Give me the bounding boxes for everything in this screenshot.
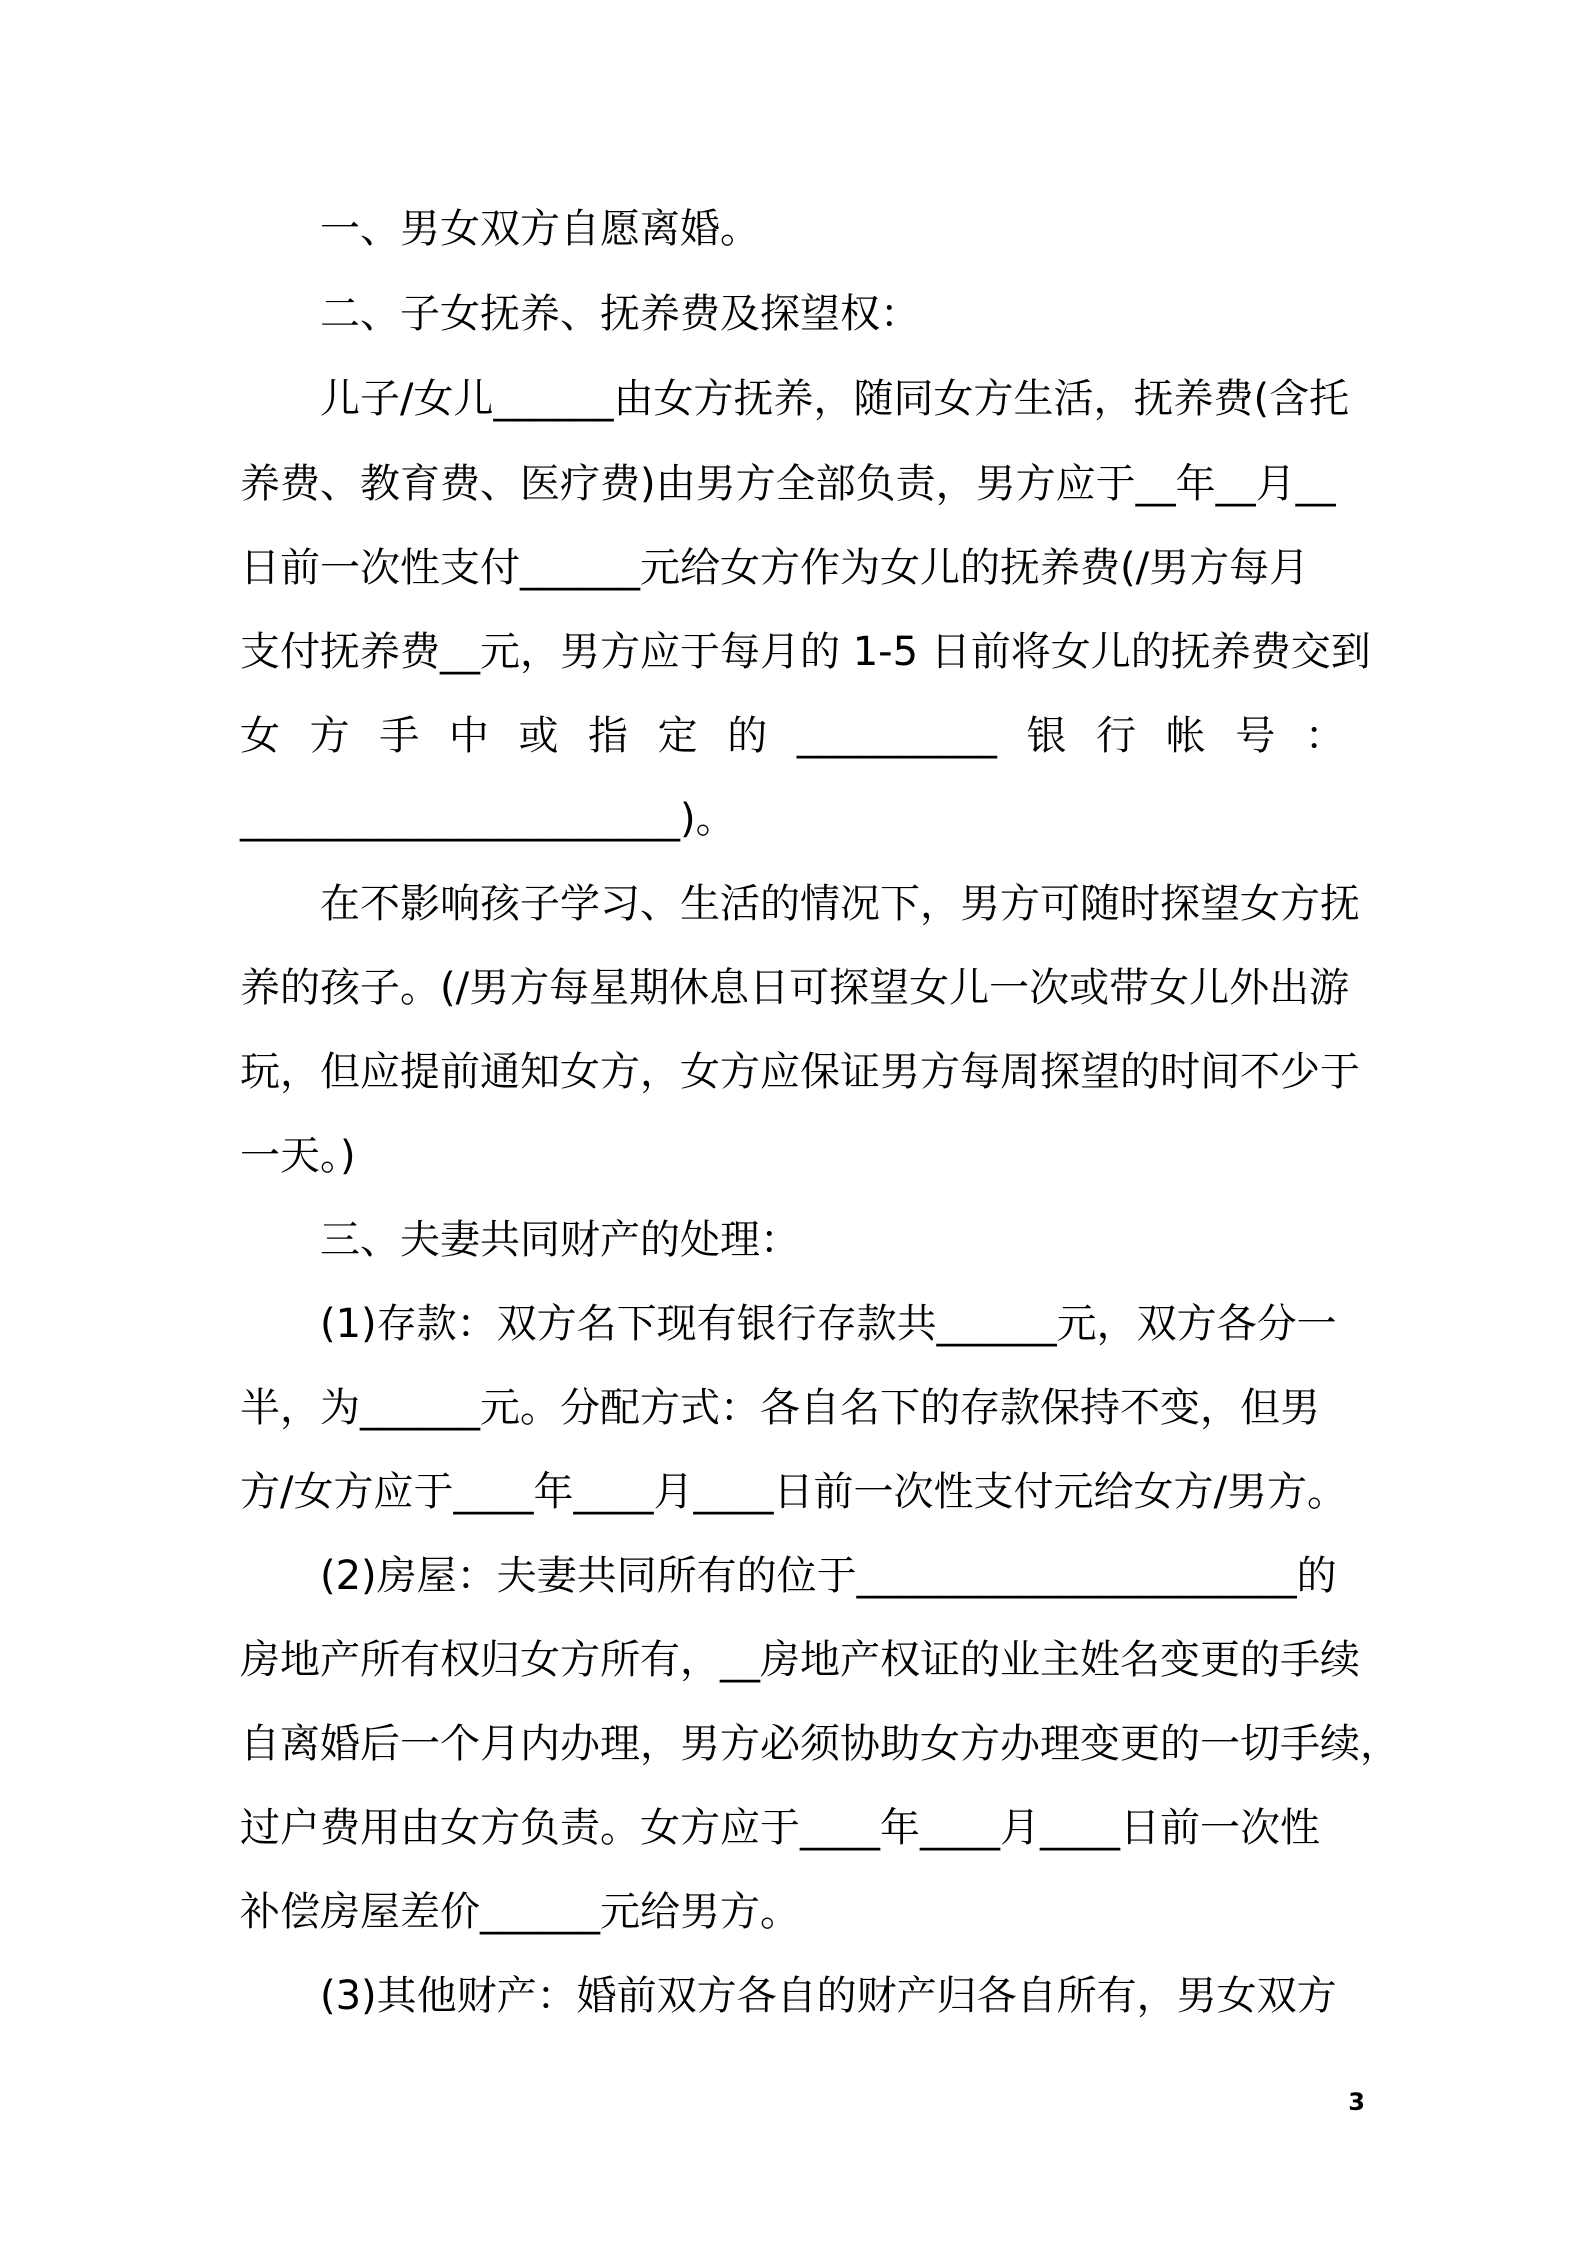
- paragraph-line: (2)房屋：夫妻共同所有的位于______________________的: [320, 1553, 1337, 1599]
- paragraph-line: 过户费用由女方负责。女方应于____年____月____日前一次性: [240, 1805, 1320, 1851]
- line-char: 银: [1026, 713, 1067, 759]
- line-char: 方: [309, 713, 350, 759]
- clause-1-heading: 一、男女双方自愿离婚。: [320, 206, 760, 252]
- paragraph-line: 半，为______元。分配方式：各自名下的存款保持不变，但男: [240, 1385, 1320, 1431]
- line-char: 定: [657, 713, 698, 759]
- paragraph-line: 养的孩子。(/男方每星期休息日可探望女儿一次或带女儿外出游: [240, 965, 1350, 1011]
- paragraph-line: 玩，但应提前通知女方，女方应保证男方每周探望的时间不少于: [240, 1049, 1360, 1095]
- paragraph-line: 养费、教育费、医疗费)由男方全部负责，男方应于__年__月__: [240, 461, 1336, 507]
- paragraph-line: (1)存款：双方名下现有银行存款共______元，双方各分一: [320, 1301, 1337, 1347]
- paragraph-line: 在不影响孩子学习、生活的情况下，男方可随时探望女方抚: [320, 881, 1360, 927]
- line-char: 号: [1235, 713, 1276, 759]
- paragraph-line: (3)其他财产：婚前双方各自的财产归各自所有，男女双方: [320, 1973, 1337, 2019]
- line-char: 行: [1096, 713, 1137, 759]
- paragraph-line: 补偿房屋差价______元给男方。: [240, 1889, 800, 1935]
- justified-paragraph-line: [240, 712, 1345, 760]
- clause-2-heading: 二、子女抚养、抚养费及探望权：: [320, 291, 920, 337]
- paragraph-line: 一天。): [240, 1133, 356, 1179]
- line-char: 或: [518, 713, 559, 759]
- line-char: 手: [379, 713, 420, 759]
- paragraph-line: 自离婚后一个月内办理，男方必须协助女方办理变更的一切手续，: [240, 1721, 1400, 1767]
- line-char: 的: [727, 713, 768, 759]
- paragraph-line: 支付抚养费__元，男方应于每月的 1-5 日前将女儿的抚养费交到: [240, 629, 1371, 675]
- blank-field: __________: [796, 713, 997, 759]
- line-char: 女: [240, 713, 280, 759]
- line-char: ：: [1304, 713, 1345, 759]
- paragraph-line: 日前一次性支付______元给女方作为女儿的抚养费(/男方每月: [240, 545, 1310, 591]
- line-char: 指: [588, 713, 629, 759]
- line-char: 中: [448, 713, 489, 759]
- clause-3-heading: 三、夫妻共同财产的处理：: [320, 1217, 800, 1263]
- paragraph-line: ______________________)。: [240, 796, 736, 842]
- paragraph-line: 儿子/女儿______由女方抚养，随同女方生活，抚养费(含托: [320, 376, 1350, 422]
- paragraph-line: 方/女方应于____年____月____日前一次性支付元给女方/男方。: [240, 1469, 1347, 1515]
- page-number: 3: [1348, 2088, 1365, 2116]
- line-char: 帐: [1165, 713, 1206, 759]
- paragraph-line: 房地产所有权归女方所有，__房地产权证的业主姓名变更的手续: [240, 1637, 1360, 1683]
